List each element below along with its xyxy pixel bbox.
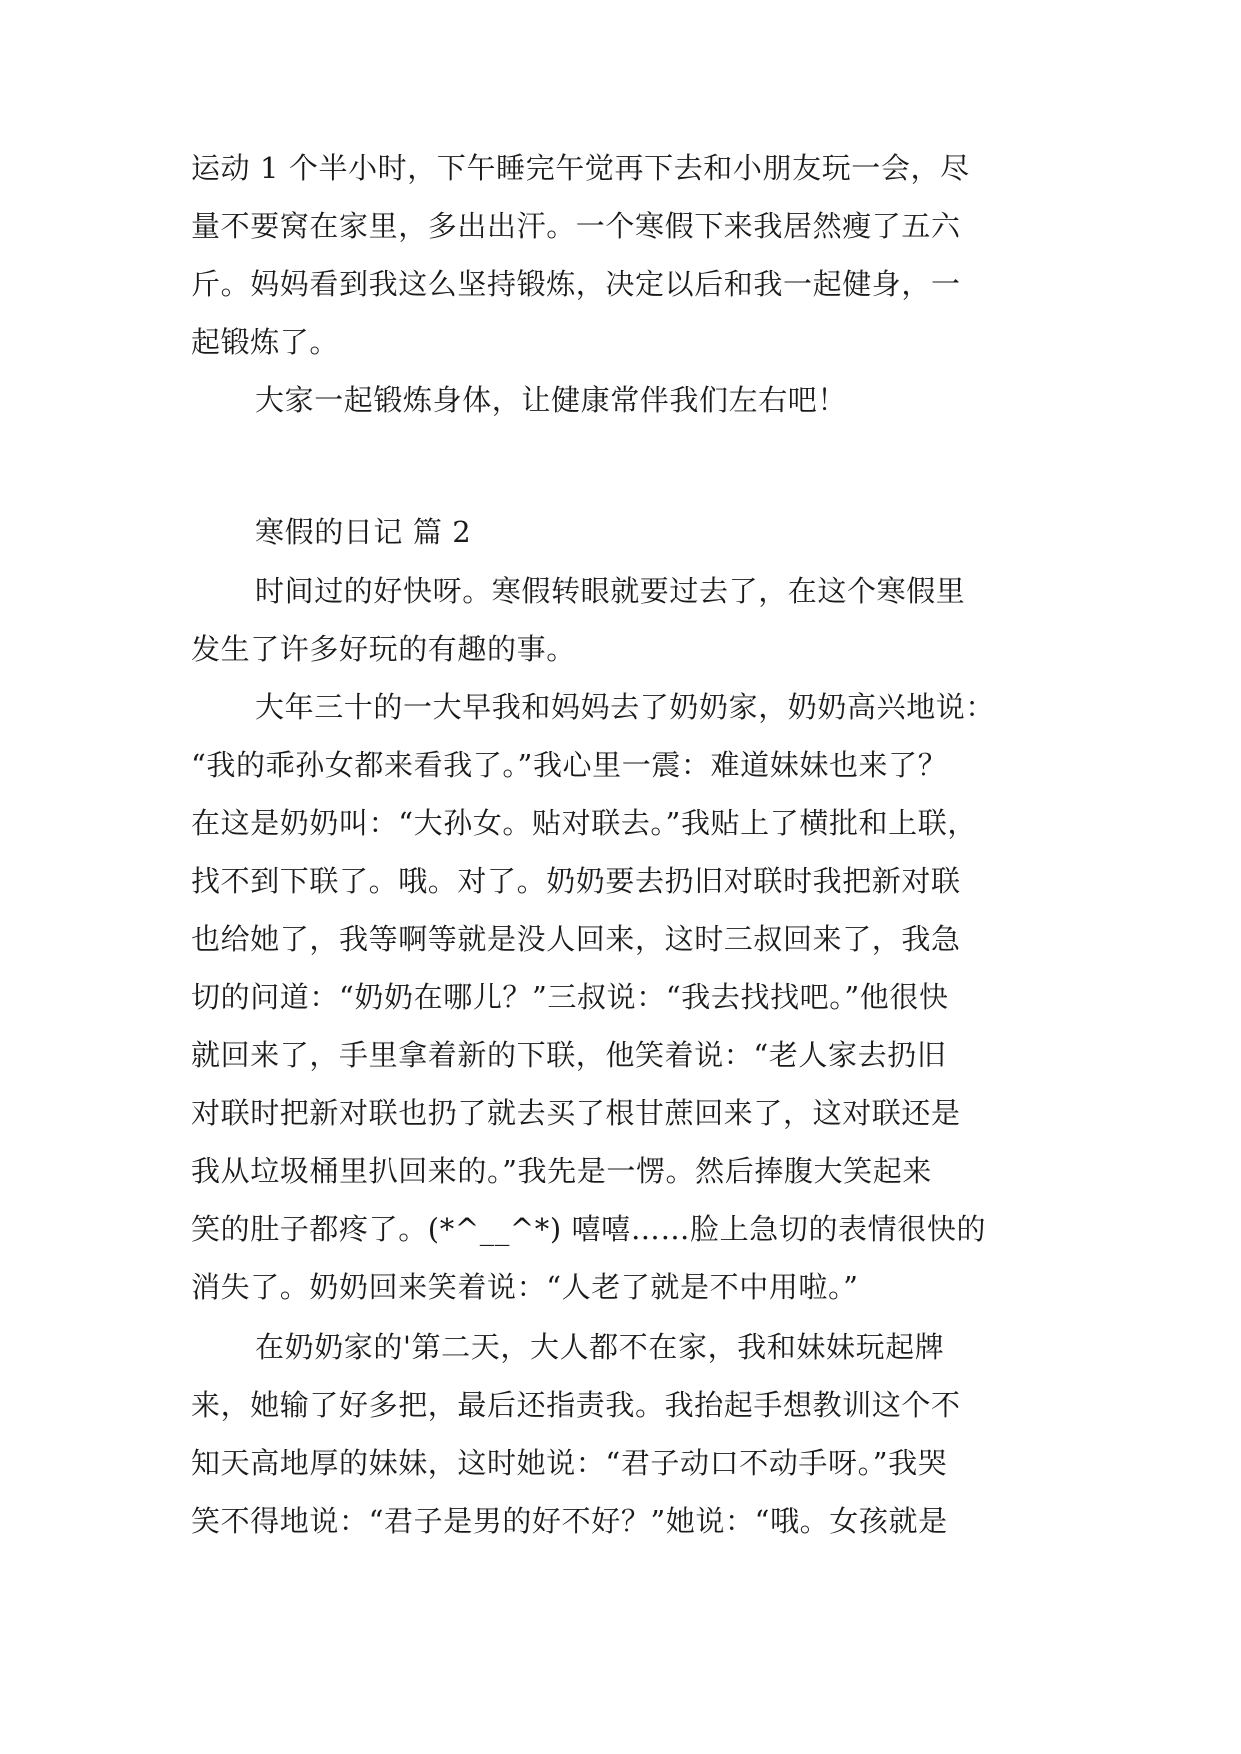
text-line [0, 196, 1241, 256]
line-text: 大家一起锻炼身体，让健康常伴我们左右吧！ [255, 383, 848, 417]
line-text: 我从垃圾桶里扒回来的。”我先是一愣。然后捧腹大笑起来 [191, 1154, 932, 1188]
line-text: 对联时把新对联也扔了就去买了根甘蔗回来了，这对联还是 [191, 1096, 961, 1130]
line-text: 切的问道：“奶奶在哪儿？”三叔说：“我去找找吧。”他很快 [191, 980, 949, 1014]
line-text: 量不要窝在家里，多出出汗。一个寒假下来我居然瘦了五六 [191, 209, 961, 243]
text-line [0, 561, 1241, 621]
line-text: 大年三十的一大早我和妈妈去了奶奶家，奶奶高兴地说： [255, 690, 996, 724]
text-line [0, 1083, 1241, 1143]
line-text: 消失了。奶奶回来笑着说：“人老了就是不中用啦。” [191, 1270, 859, 1304]
line-text: 找不到下联了。哦。对了。奶奶要去扔旧对联时我把新对联 [191, 864, 961, 898]
text-line [0, 793, 1241, 853]
line-text: 起锻炼了。 [191, 325, 340, 359]
line-text: 斤。妈妈看到我这么坚持锻炼，决定以后和我一起健身，一 [191, 267, 961, 301]
line-text: 发生了许多好玩的有趣的事。 [191, 632, 576, 666]
text-line [0, 1025, 1241, 1085]
text-line [0, 735, 1241, 795]
line-text: 知天高地厚的妹妹，这时她说：“君子动口不动手呀。”我哭 [191, 1446, 948, 1480]
line-text: 运动 1 个半小时，下午睡完午觉再下去和小朋友玩一会，尽 [191, 151, 970, 185]
text-line [0, 1375, 1241, 1435]
line-text: 在奶奶家的'第二天，大人都不在家，我和妹妹玩起牌 [255, 1330, 945, 1364]
line-text: “我的乖孙女都来看我了。”我心里一震：难道妹妹也来了？ [191, 748, 948, 782]
text-line [0, 909, 1241, 969]
text-line [0, 138, 1241, 198]
text-line [0, 1433, 1241, 1493]
text-line [0, 1317, 1241, 1377]
section-heading [0, 502, 1241, 562]
line-text: 笑不得地说：“君子是男的好不好？”她说：“哦。女孩就是 [191, 1504, 948, 1538]
line-text: 就回来了，手里拿着新的下联，他笑着说：“老人家去扔旧 [191, 1038, 947, 1072]
heading-text: 寒假的日记 篇 2 [255, 515, 472, 549]
text-line [0, 1257, 1241, 1317]
line-text: 在这是奶奶叫：“大孙女。贴对联去。”我贴上了横批和上联， [191, 806, 977, 840]
line-text: 时间过的好快呀。寒假转眼就要过去了，在这个寒假里 [255, 574, 966, 608]
line-text: 来，她输了好多把，最后还指责我。我抬起手想教训这个不 [191, 1388, 961, 1422]
text-line [0, 370, 1241, 430]
line-text: 笑的肚子都疼了。(*^__^*) 嘻嘻……脸上急切的表情很快的 [191, 1212, 987, 1246]
text-line [0, 851, 1241, 911]
text-line [0, 967, 1241, 1027]
text-line [0, 312, 1241, 372]
text-line [0, 254, 1241, 314]
line-text: 也给她了，我等啊等就是没人回来，这时三叔回来了，我急 [191, 922, 961, 956]
text-line [0, 619, 1241, 679]
text-line [0, 1491, 1241, 1551]
text-line [0, 1199, 1241, 1259]
text-line [0, 1141, 1241, 1201]
text-line [0, 677, 1241, 737]
